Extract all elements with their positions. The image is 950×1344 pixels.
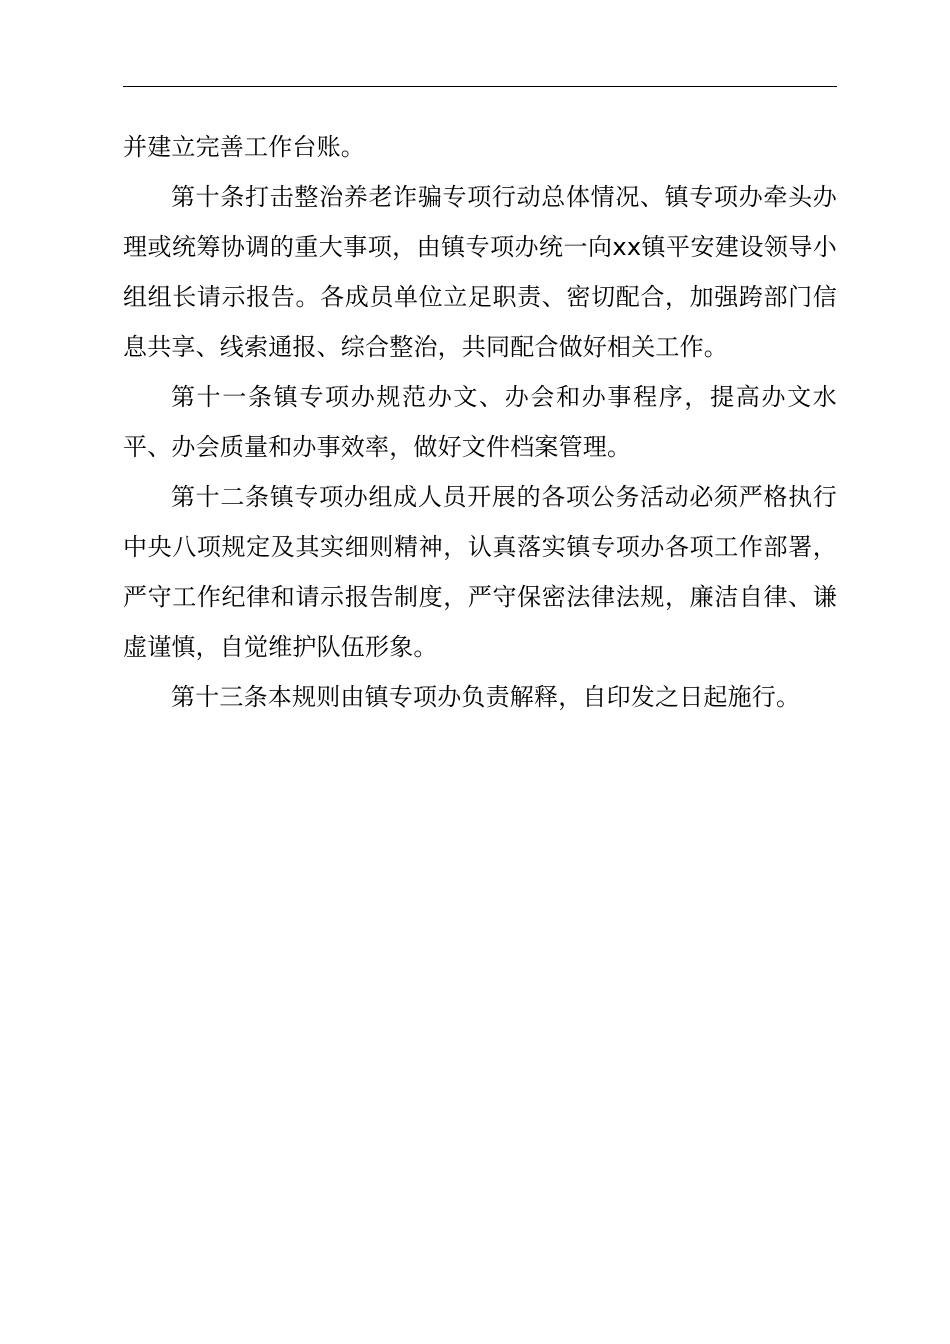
paragraph-article-12: 第十二条镇专项办组成人员开展的各项公务活动必须严格执行中央八项规定及其实细则精神，认真落实镇专项办各项工作部署，严守工作纪律和请示报告制度，严守保密法律法规，廉洁自律、谦虚谨慎，自觉维护队伍形象。 [123, 483, 837, 661]
header-rule [123, 86, 837, 87]
paragraph-continuation: 并建立完善工作台账。 [123, 133, 365, 161]
paragraph-article-10: 第十条打击整治养老诈骗专项行动总体情况、镇专项办牵头办理或统筹协调的重大事项，由镇专项办统一向xx镇平安建设领导小组组长请示报告。各成员单位立足职责、密切配合，加强跨部门信息共享、线索通报、综合整治，共同配合做好相关工作。 [123, 183, 837, 361]
paragraph-article-11: 第十一条镇专项办规范办文、办会和办事程序，提高办文水平、办会质量和办事效率，做好文件档案管理。 [123, 383, 837, 461]
paragraph-article-13: 第十三条本规则由镇专项办负责解释，自印发之日起施行。 [171, 683, 801, 711]
document-body [123, 122, 837, 722]
